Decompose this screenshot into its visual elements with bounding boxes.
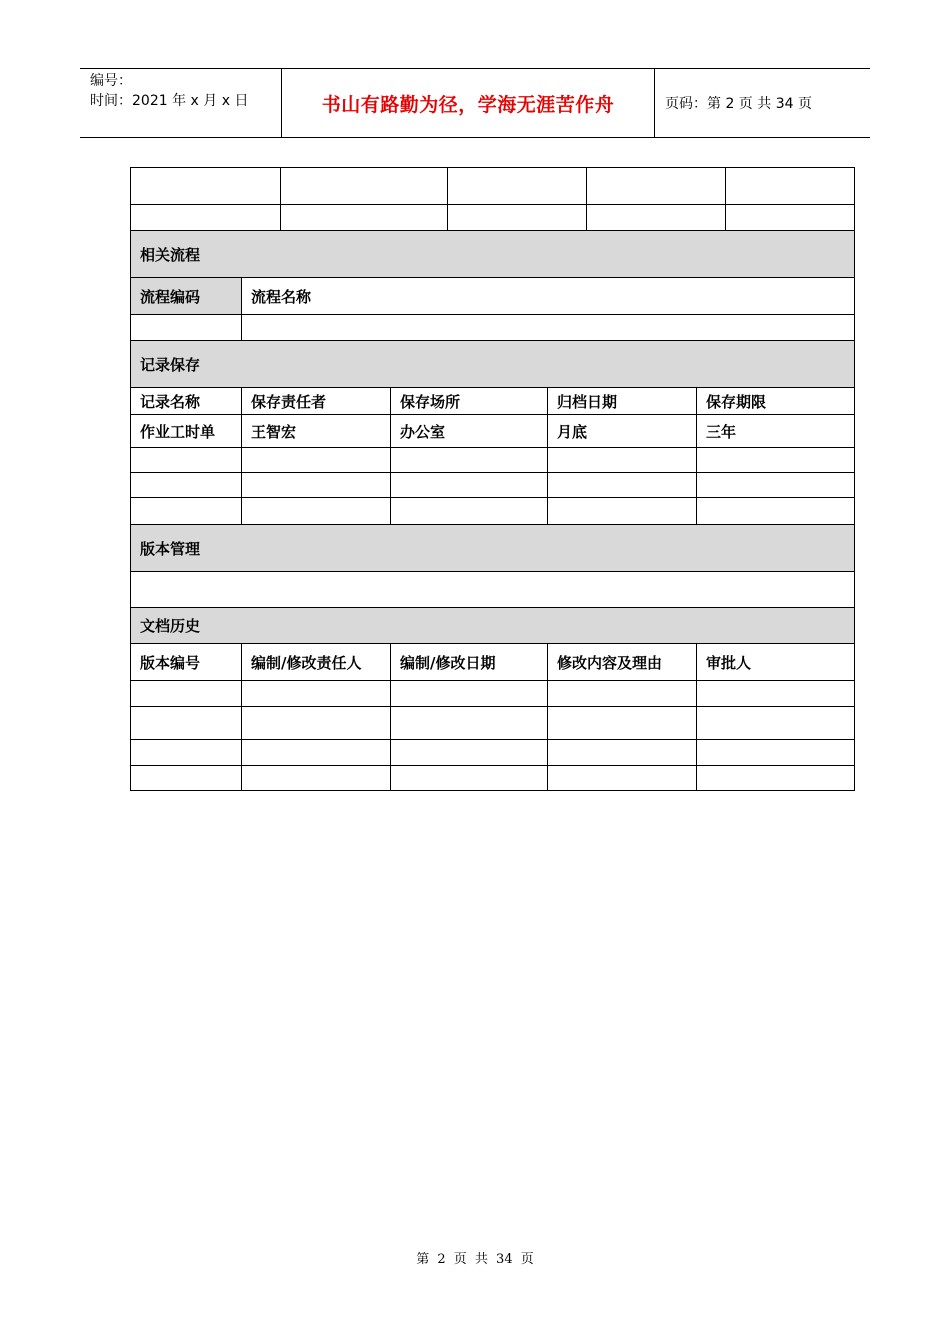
column-header: 保存期限	[696, 387, 855, 415]
header-motto-cell	[282, 69, 655, 137]
blank-cell	[241, 314, 855, 341]
blank-cell	[130, 314, 242, 341]
section-records-title: 记录保存	[130, 340, 855, 388]
column-header: 保存场所	[390, 387, 548, 415]
page-footer: 第 2 页 共 34 页	[416, 1252, 534, 1267]
blank-cell	[725, 204, 855, 231]
section-related-process-title: 相关流程	[130, 230, 855, 278]
column-header: 归档日期	[547, 387, 697, 415]
blank-cell	[696, 765, 855, 791]
blank-cell	[130, 447, 242, 473]
blank-cell	[547, 497, 697, 525]
column-header: 流程编码	[130, 277, 242, 315]
blank-cell	[390, 706, 548, 740]
column-header: 修改内容及理由	[547, 643, 697, 681]
blank-cell	[130, 571, 855, 608]
column-header: 版本编号	[130, 643, 242, 681]
section-version-management-title: 版本管理	[130, 524, 855, 572]
blank-cell	[241, 447, 391, 473]
blank-cell	[390, 447, 548, 473]
blank-cell	[241, 739, 391, 766]
blank-cell	[130, 204, 281, 231]
doc-number-label: 编号：	[90, 73, 132, 89]
blank-cell	[696, 680, 855, 707]
blank-cell	[390, 739, 548, 766]
blank-cell	[696, 739, 855, 766]
header-meta	[80, 69, 282, 137]
header-page-cell	[655, 69, 870, 137]
blank-cell	[390, 497, 548, 525]
date-line: 时间：2021 年 x 月 x 日	[90, 93, 249, 109]
section-document-history-title: 文档历史	[130, 607, 855, 644]
blank-cell	[241, 680, 391, 707]
blank-cell	[696, 472, 855, 498]
blank-cell	[241, 765, 391, 791]
blank-cell	[241, 497, 391, 525]
column-header: 保存责任者	[241, 387, 391, 415]
blank-cell	[696, 706, 855, 740]
blank-cell	[241, 472, 391, 498]
table-cell: 作业工时单	[130, 414, 242, 448]
blank-cell	[130, 680, 242, 707]
blank-cell	[547, 472, 697, 498]
blank-cell	[547, 706, 697, 740]
table-cell: 办公室	[390, 414, 548, 448]
blank-cell	[280, 204, 448, 231]
table-cell: 月底	[547, 414, 697, 448]
blank-cell	[130, 167, 281, 205]
blank-cell	[547, 680, 697, 707]
column-header: 审批人	[696, 643, 855, 681]
blank-cell	[390, 472, 548, 498]
blank-cell	[130, 497, 242, 525]
page-header	[80, 68, 870, 138]
blank-cell	[447, 167, 587, 205]
blank-cell	[130, 706, 242, 740]
blank-cell	[390, 680, 548, 707]
blank-cell	[696, 497, 855, 525]
blank-cell	[390, 765, 548, 791]
blank-cell	[547, 447, 697, 473]
page-info: 页码：第 2 页 共 34 页	[665, 96, 812, 112]
motto: 书山有路勤为径，学海无涯苦作舟	[321, 93, 615, 116]
column-header: 编制/修改责任人	[241, 643, 391, 681]
blank-cell	[447, 204, 587, 231]
blank-cell	[130, 765, 242, 791]
blank-cell	[725, 167, 855, 205]
blank-cell	[280, 167, 448, 205]
blank-cell	[130, 739, 242, 766]
column-header: 编制/修改日期	[390, 643, 548, 681]
blank-cell	[586, 167, 726, 205]
blank-cell	[547, 739, 697, 766]
blank-cell	[130, 472, 242, 498]
table-cell: 三年	[696, 414, 855, 448]
blank-cell	[696, 447, 855, 473]
blank-cell	[586, 204, 726, 231]
blank-cell	[547, 765, 697, 791]
column-header: 流程名称	[241, 277, 855, 315]
column-header: 记录名称	[130, 387, 242, 415]
table-cell: 王智宏	[241, 414, 391, 448]
blank-cell	[241, 706, 391, 740]
